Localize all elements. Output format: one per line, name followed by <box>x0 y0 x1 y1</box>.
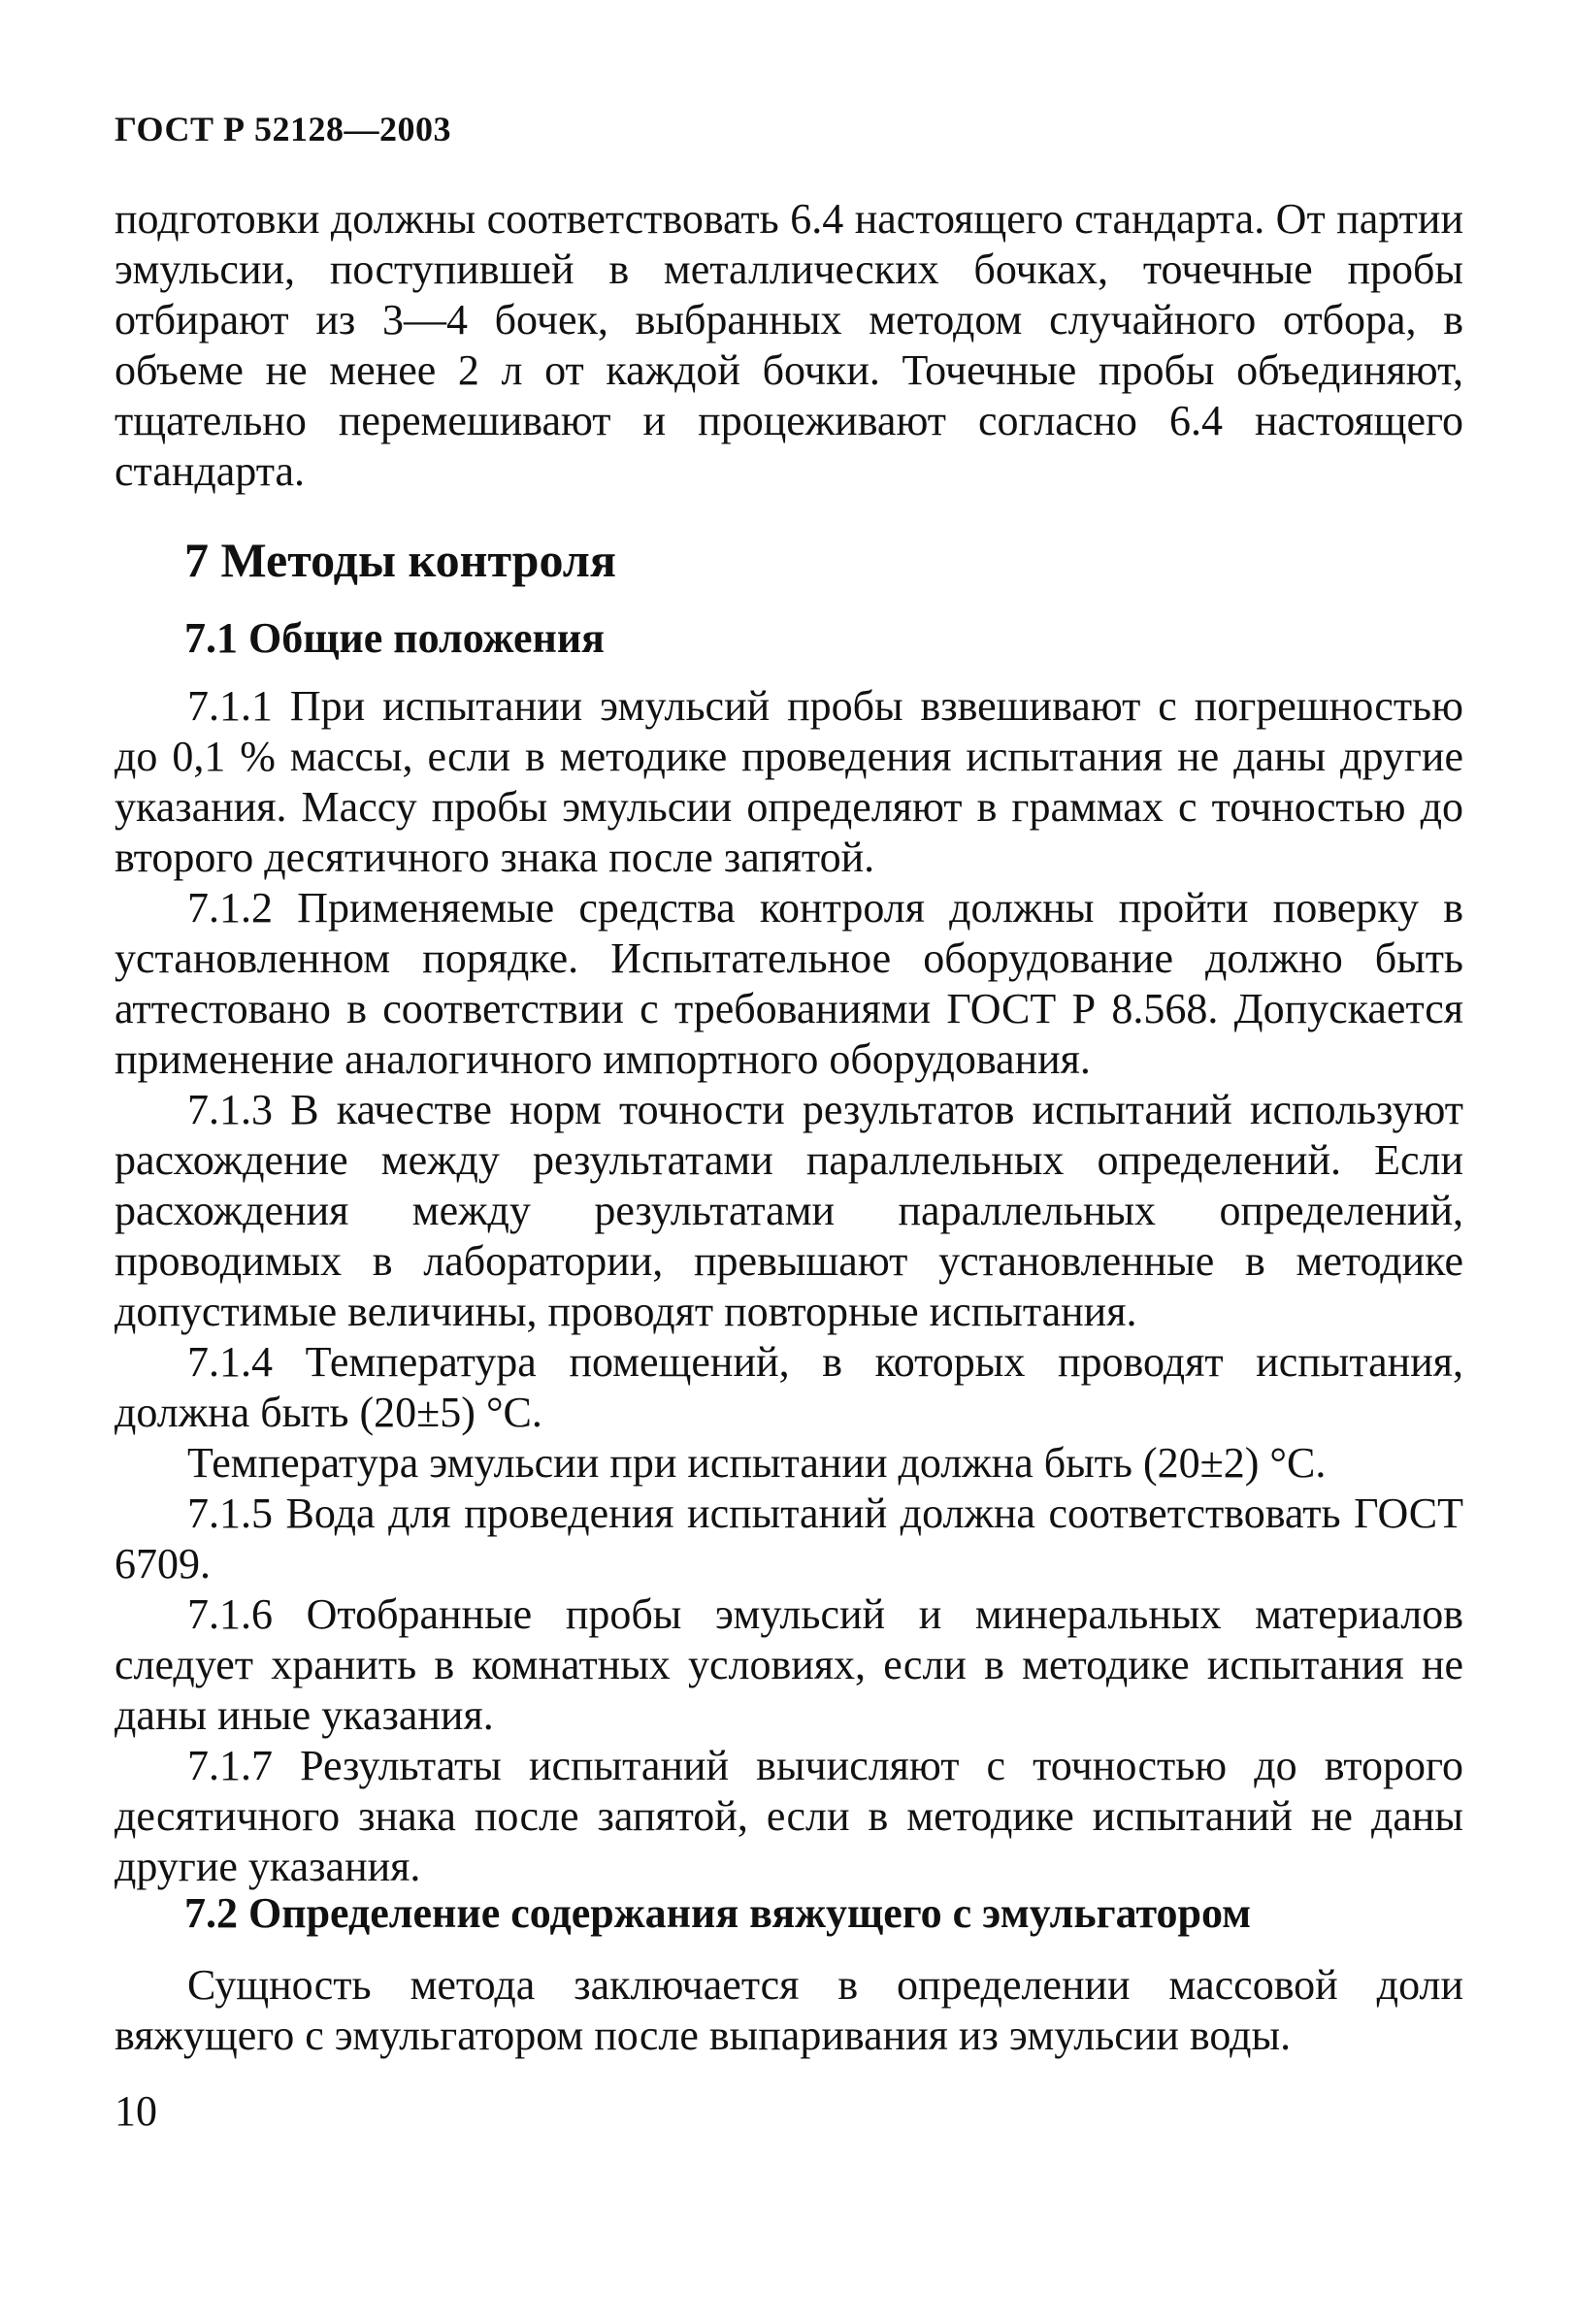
section-7-2-title: 7.2 Определение содержания вяжущего с эмульгатором <box>184 1889 1252 1937</box>
paragraph-7-1-2: 7.1.2 Применяемые средства контроля должны пройти поверку в установленном порядке. Испытательное оборудование должно быть аттестовано в соответствии с требованиями ГОСТ Р 8.568. Допускается применение аналогичного импортного оборудования. <box>115 884 1463 1083</box>
paragraph-7-1-4: 7.1.4 Температура помещений, в которых проводят испытания, должна быть (20±5) °С. <box>115 1338 1463 1436</box>
document-header: ГОСТ Р 52128—2003 <box>115 110 451 148</box>
paragraph-7-1-6: 7.1.6 Отобранные пробы эмульсий и минеральных материалов следует хранить в комнатных условиях, если в методике испытания не даны иные указания. <box>115 1590 1463 1739</box>
paragraph-temperature-emulsion: Температура эмульсии при испытании должна быть (20±2) °С. <box>187 1439 1327 1487</box>
paragraph-7-1-1: 7.1.1 При испытании эмульсий пробы взвешивают с погрешностью до 0,1 % массы, если в методике проведения испытания не даны другие указания. Массу пробы эмульсии определяют в граммах с точностью до второго десятичного знака после запятой. <box>115 682 1463 881</box>
intro-paragraph-block <box>115 194 1463 497</box>
section-7-2-body <box>115 1960 1463 2061</box>
section-7-1-title: 7.1 Общие положения <box>184 614 605 662</box>
paragraph-7-2: Сущность метода заключается в определении массовой доли вяжущего с эмульгатором после выпаривания из эмульсии воды. <box>115 1961 1463 2059</box>
page-number: 10 <box>115 2087 157 2135</box>
section-7-title: 7 Методы контроля <box>184 533 616 587</box>
paragraph-7-1-7: 7.1.7 Результаты испытаний вычисляют с точностью до второго десятичного знака после запятой, если в методике испытаний не даны другие указания. <box>115 1742 1463 1890</box>
section-7-1-body <box>115 681 1463 1892</box>
paragraph-7-1-5: 7.1.5 Вода для проведения испытаний должна соответствовать ГОСТ 6709. <box>115 1489 1463 1588</box>
intro-paragraph: подготовки должны соответствовать 6.4 настоящего стандарта. От партии эмульсии, поступившей в металлических бочках, точечные пробы отбирают из 3—4 бочек, выбранных методом случайного отбора, в объеме не менее 2 л от каждой бочки. Точечные пробы объединяют, тщательно перемешивают и процеживают согласно 6.4 настоящего стандарта. <box>115 195 1463 495</box>
paragraph-7-1-3: 7.1.3 В качестве норм точности результатов испытаний используют расхождение между результатами параллельных определений. Если расхождения между результатами параллельных определений, проводимых в лаборатории, превышают установленные в методике допустимые величины, проводят повторные испытания. <box>115 1086 1463 1335</box>
